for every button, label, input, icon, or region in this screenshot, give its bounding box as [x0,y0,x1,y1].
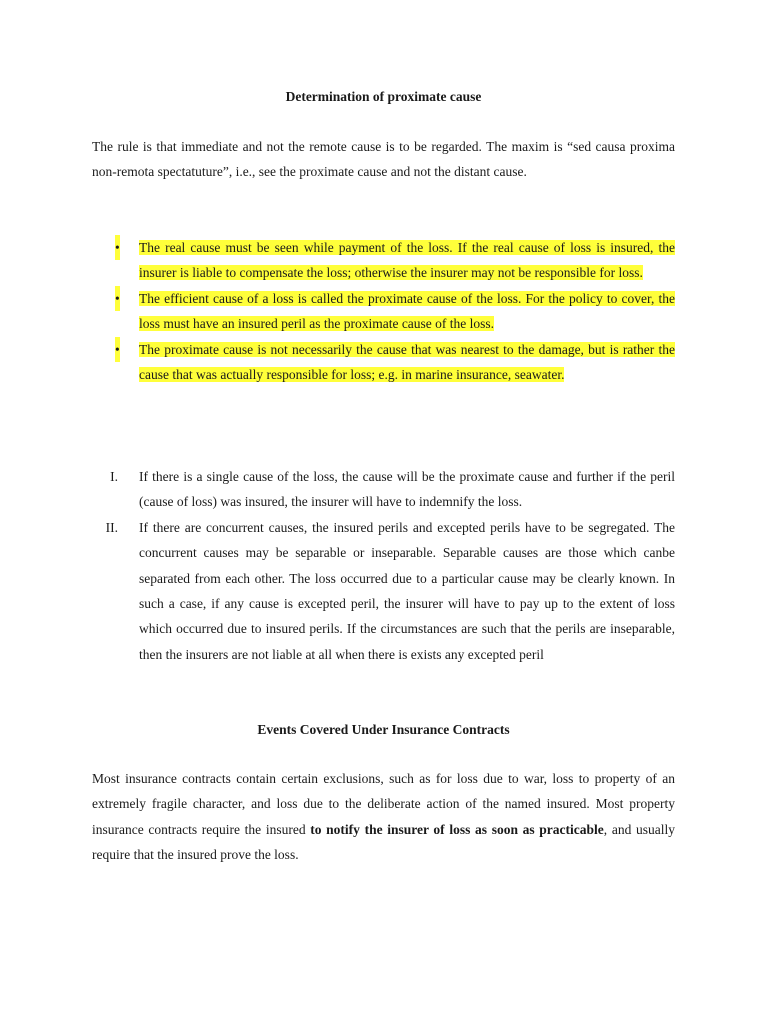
bullet-icon: • [115,235,120,260]
heading-proximate-cause: Determination of proximate cause [285,89,482,104]
numbered-item-text: If there are concurrent causes, the insured perils and excepted perils have to be segregated. The concurrent causes may be separable or inseparable. Separable causes are those which canbe separated from each other. The loss occurred due to a particular cause may be clearly known. In such a case, if any cause is excepted peril, the insurer will have to pay up to the extent of loss which occurred due to insured perils. If the circumstances are such that the perils are inseparable, then the insurers are not liable at all when there is exists any excepted peril [139,519,675,662]
roman-numbered-list [92,464,675,667]
numbered-item-text: If there is a single cause of the loss, the cause will be the proximate cause and further if the peril (cause of loss) was insured, the insurer will have to indemnify the loss. [139,469,675,510]
intro-paragraph: The rule is that immediate and not the remote cause is to be regarded. The maxim is “sed causa proxima non-remota spectatuture”, i.e., see the proximate cause and not the distant cause. [92,139,675,180]
closing-text-bold: to notify the insurer of loss as soon as practicable [310,821,604,837]
bullet-icon: • [115,286,120,311]
heading-events-covered: Events Covered Under Insurance Contracts [257,722,510,737]
bullet-icon: • [115,337,120,362]
highlighted-bullet-list [92,235,675,387]
bullet-text: The real cause must be seen while payment of the loss. If the real cause of loss is insured, the insurer is liable to compensate the loss; otherwise the insurer may not be responsible for loss. [139,240,675,281]
bullet-item [92,286,675,337]
bullet-text: The efficient cause of a loss is called the proximate cause of the loss. For the policy to cover, the loss must have an insured peril as the proximate cause of the loss. [139,290,675,332]
numbered-item [92,464,675,515]
closing-text-start: Most insurance contracts contain certain exclusions, such as for loss due to war, loss to property of an extremely fragile character, and loss due to the deliberate action of the named insured. Most property insurance contracts require the insured [92,771,675,837]
bullet-item [92,337,675,388]
numbered-item [92,515,675,667]
bullet-text: The proximate cause is not necessarily the cause that was nearest to the damage, but is rather the cause that was actually responsible for loss; e.g. in marine insurance, seawater. [139,341,675,383]
list-marker: II. [105,519,118,535]
closing-text-end: , and usually require that the insured prove the loss. [92,821,675,863]
list-marker: I. [110,469,118,484]
bullet-item [92,235,675,286]
closing-paragraph [92,766,675,868]
